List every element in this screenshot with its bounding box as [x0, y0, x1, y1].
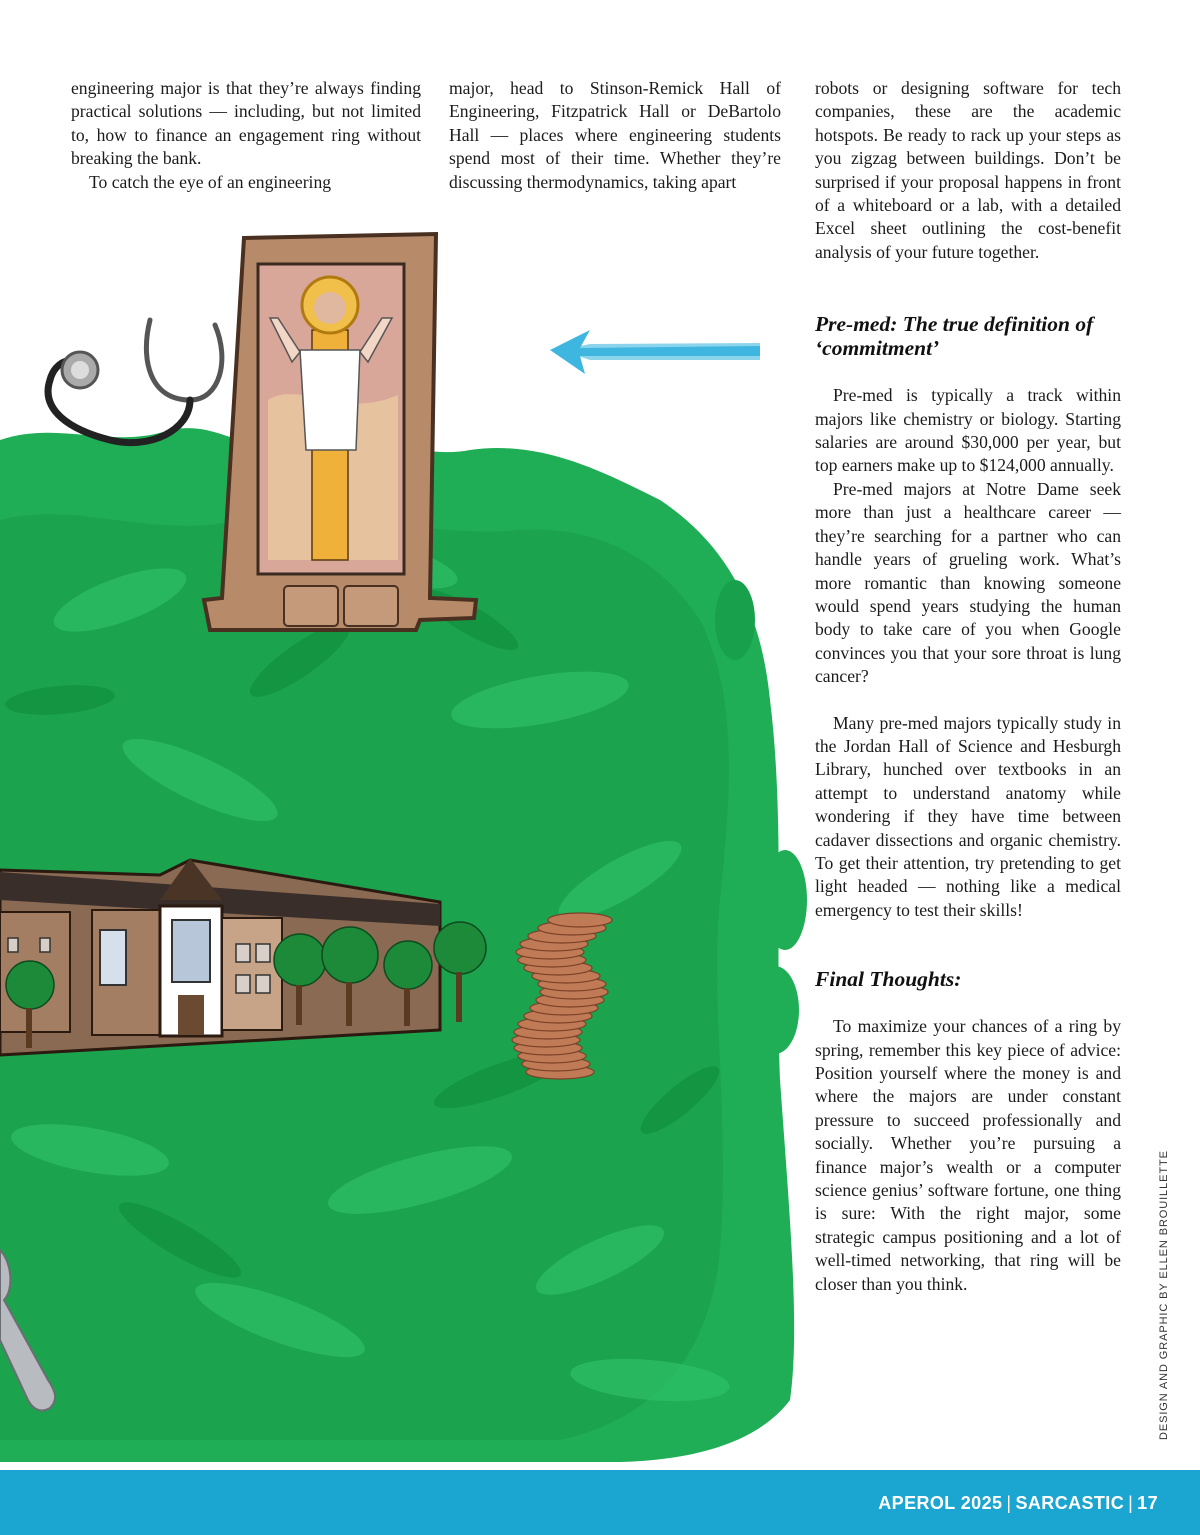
column-3 — [815, 77, 1121, 1296]
footer-band — [0, 1470, 1200, 1535]
design-credit: DESIGN AND GRAPHIC BY ELLEN BROUILLETTE — [1158, 1150, 1170, 1440]
footer-issue: APEROL 2025 — [878, 1493, 1003, 1513]
final-thoughts-paragraph: To maximize your chances of a ring by spring, remember this key piece of advice: Position yourself where the money is and where the majors are under constant pressure to succeed professionally and socially. Whether you’re pursuing a finance major’s wealth or a computer science genius’ software fortune, one thing is sure: With the right major, some strategic campus positioning and a lot of well-timed networking, that ring will be closer than you think. — [815, 1016, 1121, 1294]
footer-separator: | — [1006, 1493, 1012, 1513]
footer-text — [878, 1493, 1158, 1514]
wrench-icon — [0, 1250, 55, 1410]
column-1-paragraph-2: To catch the eye of an engineering — [89, 171, 332, 192]
arrow-left-icon — [550, 330, 760, 374]
column-1 — [71, 77, 421, 194]
mural-icon — [204, 234, 476, 630]
premed-heading: Pre-med: The true definition of ‘commitment’ — [815, 312, 1094, 361]
footer-page-number: 17 — [1137, 1493, 1158, 1513]
column-3-paragraph-1: robots or designing software for tech companies, these are the academic hotspots. Be ready to rack up your steps as you zigzag between buildings. Don’t be surprised if your proposal happens in front of a whiteboard or a lab, with a detailed Excel sheet outlining the cost-benefit analysis of your future together. — [815, 78, 1121, 262]
column-2 — [449, 77, 781, 194]
premed-paragraph-3: Many pre-med majors typically study in the Jordan Hall of Science and Hesburgh Library, hunched over textbooks in an attempt to understand anatomy while wondering if they have time between cadaver dissections and organic chemistry. To get their attention, try pretending to get light headed — nothing like a medical emergency to test their skills! — [815, 712, 1121, 920]
column-2-paragraph-1: major, head to Stinson-Remick Hall of Engineering, Fitzpatrick Hall or DeBartolo Hall — places where engineering students spend most of their time. Whether they’re discussing thermodynamics, taking apart — [449, 78, 781, 192]
building-icon — [0, 858, 486, 1055]
stethoscope-icon — [48, 320, 222, 443]
footer-separator: | — [1128, 1493, 1134, 1513]
final-thoughts-heading: Final Thoughts: — [815, 967, 962, 992]
grass-field — [0, 428, 807, 1462]
footer-section: SARCASTIC — [1015, 1493, 1125, 1513]
premed-paragraph-1: Pre-med is typically a track within majors like chemistry or biology. Starting salaries are around $30,000 per year, but top earners make up to $124,000 annually. — [815, 385, 1121, 476]
premed-paragraph-2: Pre-med majors at Notre Dame seek more than just a healthcare career — they’re searching for a partner who can handle years of grueling work. What’s more romantic than knowing someone would spend years studying the human body to take care of you when Google convinces you that your sore throat is lung cancer? — [815, 478, 1121, 687]
column-1-paragraph-1: engineering major is that they’re always finding practical solutions — including, but not limited to, how to finance an engagement ring without breaking the bank. — [71, 78, 421, 169]
coin-stack-icon — [512, 913, 612, 1079]
